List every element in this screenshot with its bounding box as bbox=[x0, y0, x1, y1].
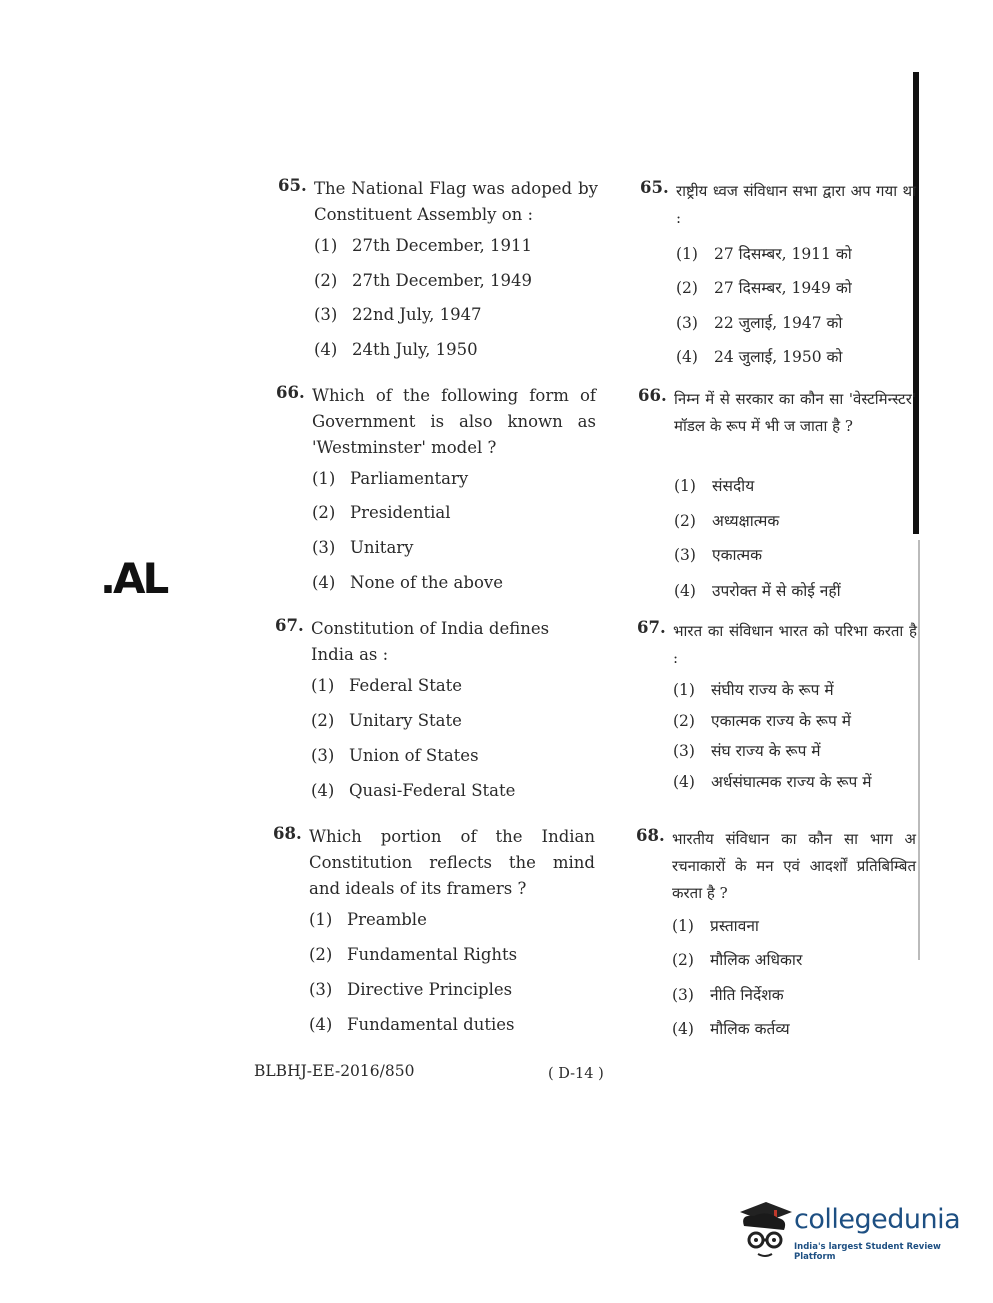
question-text: निम्न में से सरकार का कौन सा 'वेस्टमिन्स्टर' मॉडल के रूप में भी ज जाता है ? bbox=[674, 390, 916, 435]
option-1: (1) 27 दिसम्बर, 1911 को bbox=[676, 245, 852, 263]
option-1: (1) Parliamentary bbox=[312, 469, 469, 488]
question-number: 67. bbox=[275, 616, 304, 635]
option-4: (4) Quasi-Federal State bbox=[311, 781, 516, 800]
question-text: राष्ट्रीय ध्वज संविधान सभा द्वारा अप गया था : bbox=[676, 182, 916, 227]
option-1: (1) संघीय राज्य के रूप में bbox=[673, 681, 834, 699]
option-1: (1) Preamble bbox=[309, 910, 427, 929]
option-4: (4) 24th July, 1950 bbox=[314, 340, 478, 359]
question-number: 67. bbox=[637, 618, 666, 637]
option-2: (2) 27th December, 1949 bbox=[314, 271, 533, 290]
question-number: 66. bbox=[638, 386, 667, 405]
side-fragment-text: .AL bbox=[100, 554, 167, 603]
logo-tagline: India's largest Student Review Platform bbox=[794, 1242, 941, 1262]
collegedunia-logo[interactable] bbox=[736, 1196, 961, 1268]
question-number: 65. bbox=[640, 178, 669, 197]
question-text: भारत का संविधान भारत को परिभा करता है : bbox=[673, 622, 917, 667]
option-3: (3) संघ राज्य के रूप में bbox=[673, 742, 821, 760]
option-4: (4) Fundamental duties bbox=[309, 1015, 515, 1034]
option-2: (2) मौलिक अधिकार bbox=[672, 951, 803, 969]
question-text: Which of the following form of Government is also known as 'Westminster' model ? bbox=[312, 386, 596, 457]
page-number: ( D-14 ) bbox=[548, 1066, 604, 1082]
option-3: (3) Unitary bbox=[312, 538, 414, 557]
question-text: The National Flag was adoped by Constituent Assembly on : bbox=[314, 179, 598, 224]
option-3: (3) 22nd July, 1947 bbox=[314, 305, 482, 324]
option-1: (1) संसदीय bbox=[674, 477, 755, 495]
question-text: भारतीय संविधान का कौन सा भाग अ रचनाकारों के मन एवं आदर्शों प्रतिबिम्बित करता है ? bbox=[672, 830, 916, 902]
option-2: (2) Fundamental Rights bbox=[309, 945, 518, 964]
option-3: (3) Directive Principles bbox=[309, 980, 513, 999]
option-4: (4) मौलिक कर्तव्य bbox=[672, 1020, 790, 1038]
option-3: (3) नीति निर्देशक bbox=[672, 986, 784, 1004]
question-number: 68. bbox=[273, 824, 302, 843]
option-3: (3) एकात्मक bbox=[674, 546, 763, 564]
scan-edge-line bbox=[918, 540, 920, 960]
option-1: (1) प्रस्तावना bbox=[672, 917, 759, 935]
option-2: (2) एकात्मक राज्य के रूप में bbox=[673, 712, 851, 730]
hindi-column bbox=[636, 178, 918, 1048]
option-4: (4) 24 जुलाई, 1950 को bbox=[676, 348, 843, 366]
question-text: Constitution of India defines India as : bbox=[311, 619, 550, 664]
option-1: (1) Federal State bbox=[311, 676, 463, 695]
option-2: (2) अध्यक्षात्मक bbox=[674, 512, 780, 530]
option-4: (4) अर्धसंघात्मक राज्य के रूप में bbox=[673, 773, 872, 791]
paper-code: BLBHJ-EE-2016/850 bbox=[254, 1062, 415, 1080]
option-2: (2) Unitary State bbox=[311, 711, 462, 730]
option-2: (2) Presidential bbox=[312, 503, 451, 522]
question-number: 66. bbox=[276, 383, 305, 402]
logo-brand-text: collegedunia bbox=[794, 1204, 961, 1235]
english-column bbox=[273, 176, 606, 1046]
option-3: (3) Union of States bbox=[311, 746, 479, 765]
mascot-icon bbox=[736, 1196, 794, 1268]
question-number: 65. bbox=[278, 176, 307, 195]
option-3: (3) 22 जुलाई, 1947 को bbox=[676, 314, 843, 332]
question-number: 68. bbox=[636, 826, 665, 845]
option-1: (1) 27th December, 1911 bbox=[314, 236, 533, 255]
option-2: (2) 27 दिसम्बर, 1949 को bbox=[676, 279, 852, 297]
question-text: Which portion of the Indian Constitution reflects the mind and ideals of its framers ? bbox=[309, 827, 595, 898]
option-4: (4) उपरोक्त में से कोई नहीं bbox=[674, 582, 841, 600]
option-4: (4) None of the above bbox=[312, 573, 503, 592]
